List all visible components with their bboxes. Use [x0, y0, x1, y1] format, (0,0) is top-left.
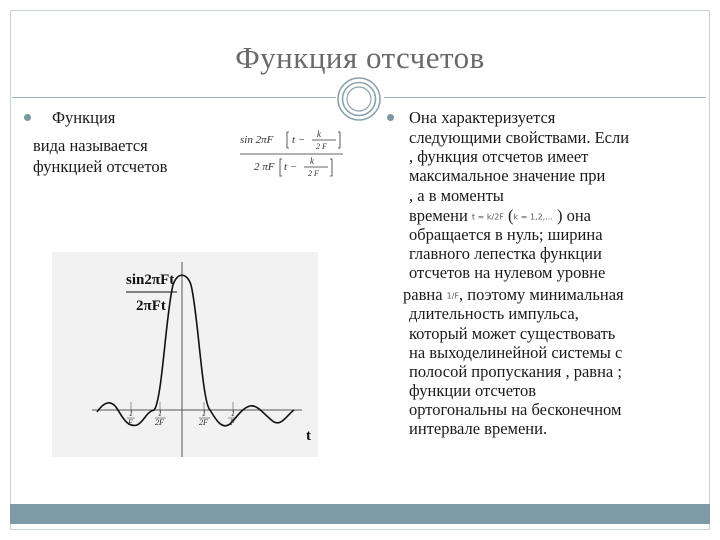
tick-posh-den: 2F [199, 418, 208, 427]
tick-pos1-den: F [230, 418, 235, 427]
circle-ornament-icon [336, 76, 382, 122]
right-line-6a: времени [409, 206, 468, 225]
left-text-line-1: Функция [52, 108, 116, 127]
right-line-6 [409, 206, 591, 227]
right-line-8: главного лепестка функции [409, 244, 602, 263]
tick-pos1-num: 1 [231, 409, 235, 418]
right-line-11: длительность импульса, [409, 304, 579, 323]
formula-num-t: t − [292, 134, 306, 146]
left-text-line-2: вида называется [33, 136, 148, 155]
formula-den-t: t − [284, 161, 298, 173]
right-line-12: который может существовать [409, 324, 616, 343]
right-line-10 [403, 285, 624, 306]
right-line-9: отсчетов на нулевом уровне [409, 263, 606, 282]
formula-num-sin: sin 2πF [240, 134, 274, 146]
right-line-10a: равна [403, 285, 443, 304]
tick-negh-den: 2F [155, 418, 164, 427]
graph-axis-t-label: t [306, 428, 311, 444]
graph-label-num: sin2πFt [126, 272, 175, 288]
right-line-4: максимальное значение при [409, 166, 606, 185]
sinc-graph [52, 252, 318, 457]
formula-den-pref: 2 πF [254, 161, 275, 173]
footer-band [10, 504, 710, 524]
right-line-2: следующими свойствами. Если [409, 128, 630, 147]
bullet-icon [387, 114, 394, 121]
right-line-17: интервале времени. [409, 419, 548, 438]
right-line-1: Она характеризуется [409, 108, 556, 127]
right-line-5: , а в моменты [409, 186, 504, 205]
sampling-function-formula [240, 126, 350, 186]
tick-posh-num: 1 [202, 409, 206, 418]
inline-t-formula: t = k/2F [471, 212, 504, 222]
inline-width-formula: 1/F [446, 291, 460, 301]
bullet-icon [24, 114, 31, 121]
slide-title: Функция отсчетов [235, 40, 485, 75]
right-line-6c: ) она [556, 206, 591, 225]
right-line-10b: , поэтому минимальная [459, 285, 624, 304]
title-divider-right [384, 97, 706, 98]
graph-label-den: 2πFt [136, 298, 166, 314]
right-line-13: на выходелинейной системы с [409, 343, 623, 362]
right-line-7: обращается в нуль; ширина [409, 225, 603, 244]
left-text-line-3: функцией отсчетов [33, 157, 168, 176]
tick-neg1-den: F [128, 418, 133, 427]
right-line-15: функции отсчетов [409, 381, 537, 400]
tick-neg1-num: 1 [129, 409, 133, 418]
inline-k-formula: k = 1,2,... [513, 212, 553, 222]
formula-num-den: 2 F [316, 142, 327, 151]
right-line-16: ортогональны на бесконечном [409, 400, 622, 419]
right-line-6b: ( [508, 206, 514, 225]
formula-num-k: k [317, 129, 321, 139]
right-line-3: , функция отсчетов имеет [409, 147, 589, 166]
title-divider-left [12, 97, 336, 98]
right-line-14: полосой пропускания , равна ; [409, 362, 622, 381]
tick-negh-num: 1 [158, 409, 162, 418]
formula-den-k: k [310, 156, 314, 166]
formula-den-den: 2 F [308, 169, 319, 178]
